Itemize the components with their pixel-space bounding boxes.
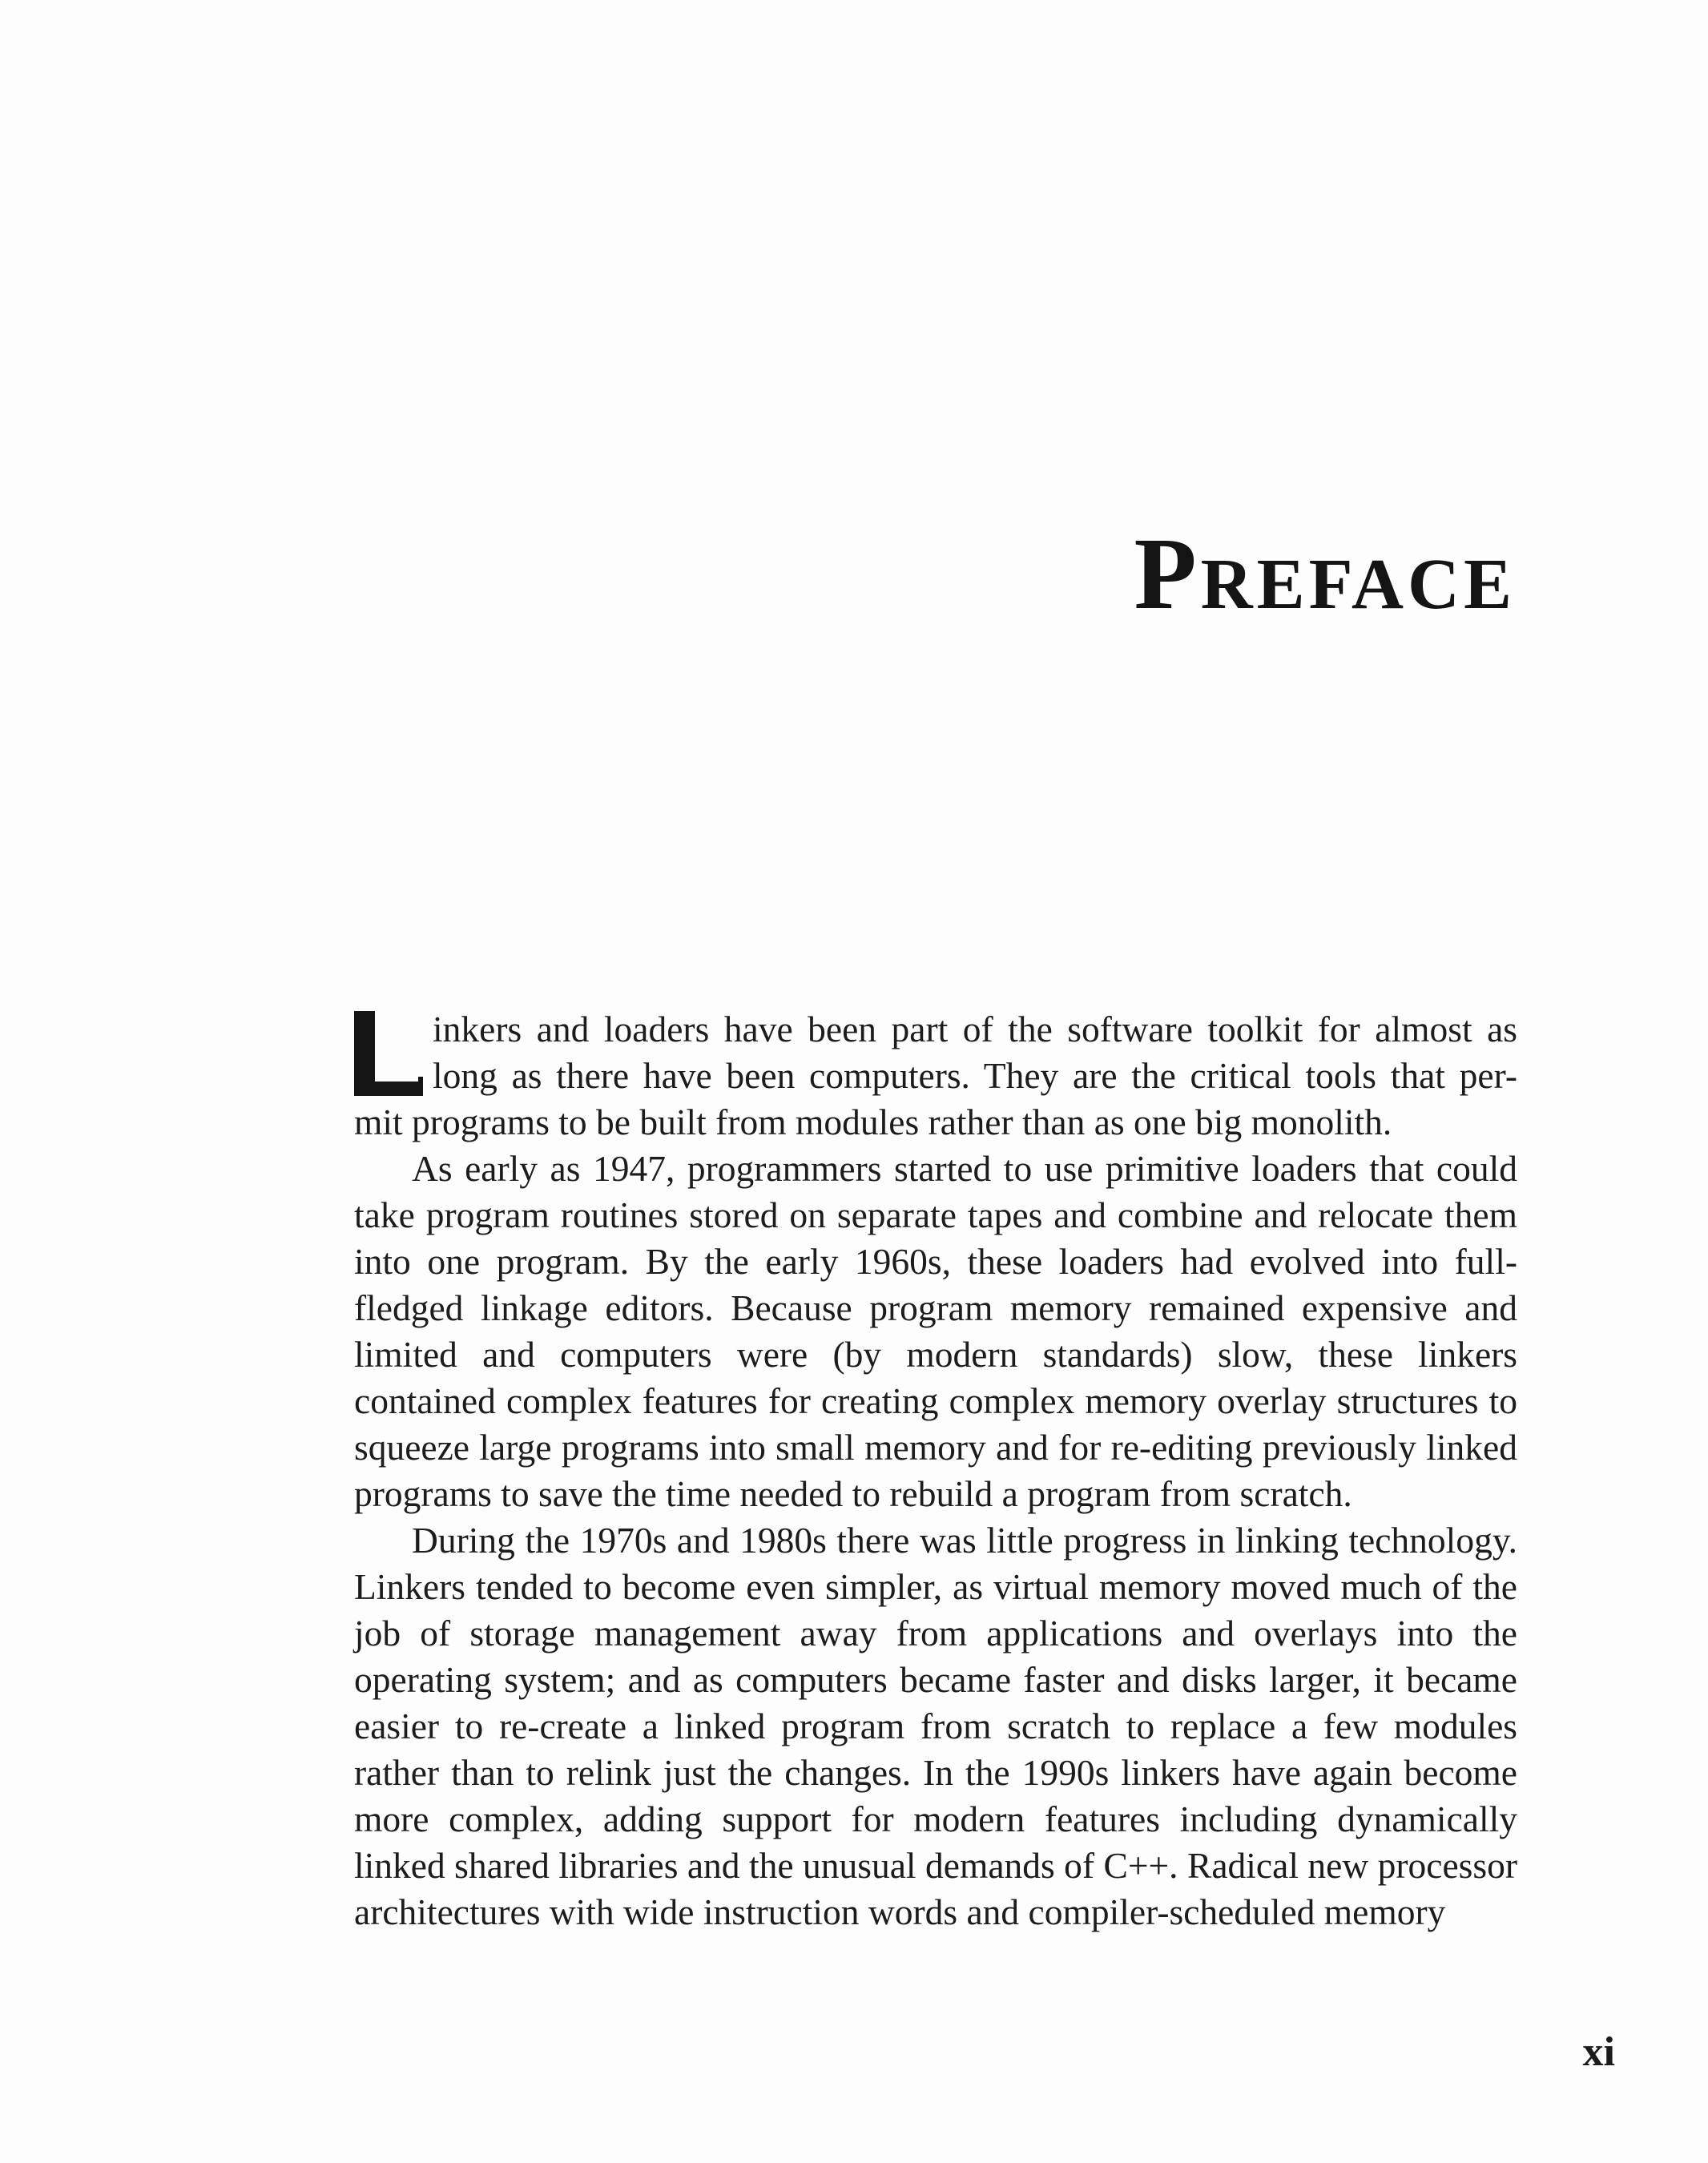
paragraph-1: [354, 1006, 1517, 1146]
drop-cap-letter-l: [354, 1011, 425, 1096]
first-line-b: long as there have been computers. They are the critical tools that per-: [433, 1055, 1517, 1096]
page-number: xi: [1582, 2029, 1615, 2075]
chapter-title: Preface: [1134, 517, 1516, 630]
dropcap-first-lines: [354, 1006, 1517, 1099]
body-text: [354, 1006, 1517, 1935]
paragraph-3: During the 1970s and 1980s there was little progress in linking technology. Linkers tended to become even simpler, as virtual memory moved much of the job of storage management away from applications and overlays into the operating system; and as computers became faster and disks larger, it became easier to re-create a linked program from scratch to replace a few modules rather than to relink just the changes. In the 1990s linkers have again become more complex, adding support for modern features including dynamically linked shared libraries and the unusual demands of C++. Radical new processor architectures with wide instruction words and compiler-scheduled memory: [354, 1520, 1517, 1932]
drop-cap-glyph: [354, 1011, 425, 1096]
paragraph-1-rest: mit programs to be built from modules rather than as one big monolith.: [354, 1102, 1392, 1142]
first-line-a: inkers and loaders have been part of the software toolkit for almost as: [433, 1009, 1517, 1049]
paragraph-2: As early as 1947, programmers started to use primitive loaders that could take program routines stored on separate tapes and combine and relocate them into one program. By the early 1960s, these loaders had evolved into full-fledged linkage editors. Because program memory remained expensive and limited and computers were (by modern standards) slow, these linkers contained complex features for creating complex memory overlay structures to squeeze large programs into small memory and for re-editing previously linked programs to save the time needed to rebuild a program from scratch.: [354, 1148, 1517, 1514]
